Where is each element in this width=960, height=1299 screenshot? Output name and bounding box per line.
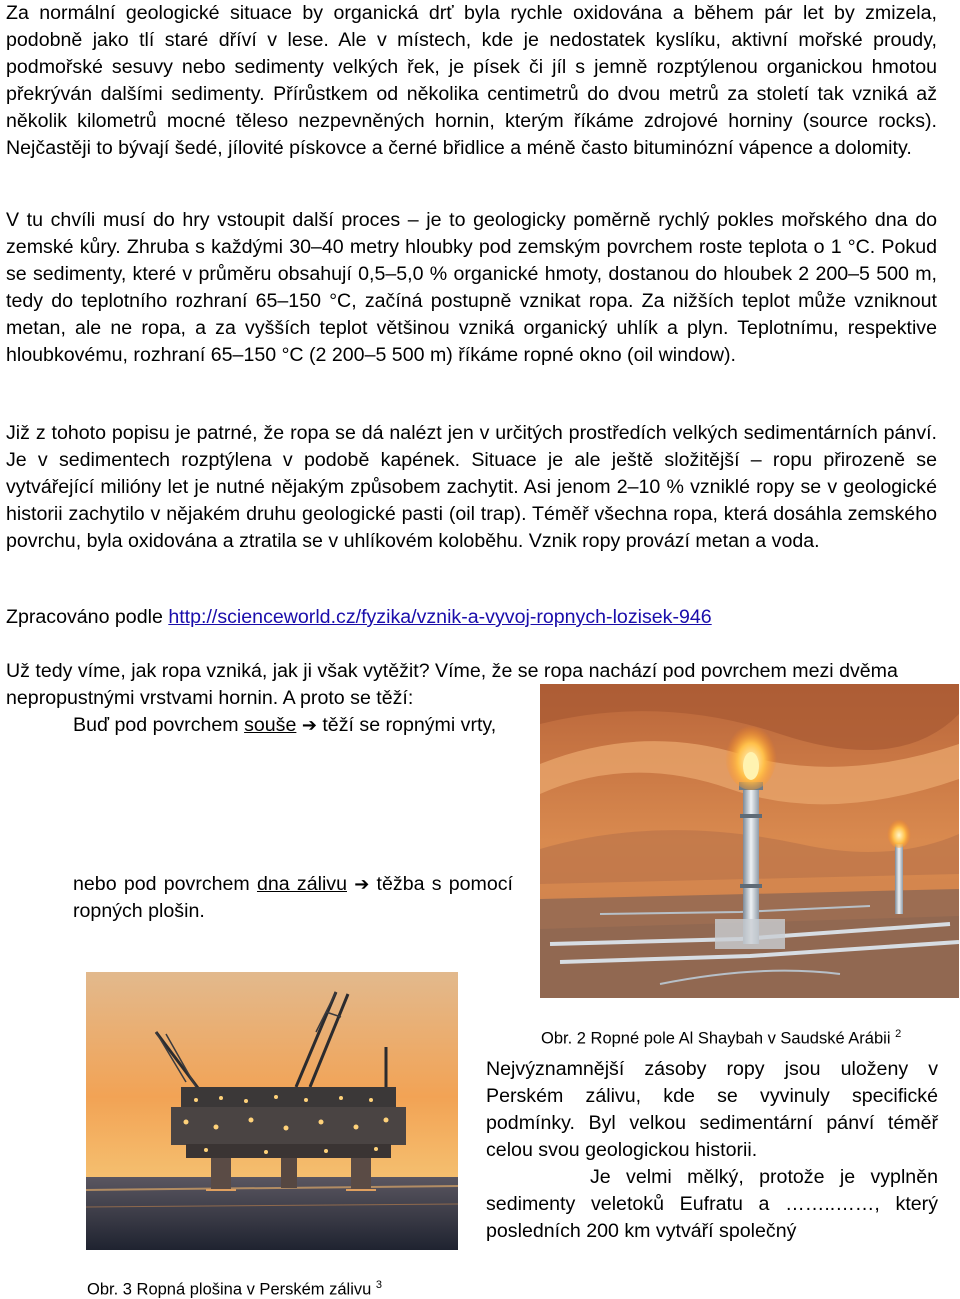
land-text-post: těží se ropnými vrty, (317, 714, 496, 736)
figure-3-ref: 3 (376, 1279, 382, 1291)
source-link[interactable]: http://scienceworld.cz/fyzika/vznik-a-vyvoj-ropnych-lozisek-946 (168, 606, 711, 628)
persian-gulf-text-2: Je velmi mělký, protože je vyplněn sedimenty veletoků Eufratu a ……..……, který posledních 200 km vytváří společný (486, 1164, 938, 1245)
oil-platform-photo (86, 972, 458, 1250)
oil-platform-illustration (86, 972, 458, 1250)
land-text-pre: Buď pod povrchem (73, 714, 244, 736)
figure-2-caption (541, 1024, 901, 1049)
arrow-icon: ➔ (302, 715, 317, 735)
oil-field-photo (540, 684, 959, 998)
figure-2-ref: 2 (895, 1028, 901, 1040)
persian-gulf-text-1: Nejvýznamnější zásoby ropy jsou uloženy v Perském zálivu, kde se vyvinuly specifické podmínky. Byl velkou sedimentární pánví téměř celou svou geologickou historii. (486, 1056, 938, 1164)
sea-text-pre: nebo pod povrchem (73, 873, 257, 895)
sea-text-post: těžba s pomocí ropných plošin. (73, 873, 513, 922)
figure-3-caption-text: Obr. 3 Ropná plošina v Perském zálivu (87, 1280, 371, 1298)
source-prefix: Zpracováno podle (6, 606, 168, 628)
source-line (6, 604, 937, 631)
figure-2-caption-text: Obr. 2 Ropné pole Al Shaybah v Saudské Arábii (541, 1029, 890, 1047)
arrow-icon: ➔ (354, 874, 369, 894)
figure-3-caption (87, 1275, 382, 1299)
paragraph-organic-matter: Za normální geologické situace by organická drť byla rychle oxidována a během pár let by zmizela, podobně jako tlí staré dříví v lese. Ale v místech, kde je nedostatek kyslíku, aktivní mořské proudy, podmořské sesuvy nebo sedimenty velkých řek, je písek či jíl s jemně rozptýlenou organickou hmotou překrýván dalšími sedimenty. Přírůstkem od několika centimetrů do dvou metrů za století tak vzniká až několik kilometrů mocné těleso nezpevněných hornin, kterým říkáme zdrojové horniny (source rocks). Nejčastěji to bývají šedé, jílovité pískovce a černé břidlice a méně často bituminózní vápence a dolomity. (6, 0, 937, 162)
sea-term: dna zálivu (257, 873, 347, 895)
sea-extraction (73, 871, 513, 925)
land-term: souše (244, 714, 296, 736)
paragraph-temperature: V tu chvíli musí do hry vstoupit další proces – je to geologicky poměrně rychlý pokles mořského dna do zemské kůry. Zhruba s každými 30–40 metry hloubky pod zemským povrchem roste teplota o 1 °C. Pokud se sedimenty, které v průměru obsahují 0,5–5,0 % organické hmoty, dostanou do hloubek 2 200–5 500 m, tedy do teplotního rozhraní 65–150 °C, začíná postupně vznikat ropa. Za nižších teplot může vzniknout metan, ale ne ropa, a za vyšších teplot většinou vzniká organický uhlík a plyn. Teplotnímu, respektive hloubkovému, rozhraní 65–150 °C (2 200–5 500 m) říkáme ropné okno (oil window). (6, 207, 937, 369)
extraction-intro: Už tedy víme, jak ropa vzniká, jak ji však vytěžit? Víme, že se ropa nachází pod povrchem mezi dvěma nepropustnými vrstvami hornin. A proto se těží: (6, 658, 941, 712)
paragraph-oil-trap: Již z tohoto popisu je patrné, že ropa se dá nalézt jen v určitých prostředích velkých sedimentárních pánví. Je v sedimentech rozptýlena v podobě kapének. Situace je ale ještě složitější – ropu přirozeně se vytvářející milióny let je nutné nějakým způsobem zachytit. Asi jenom 2–10 % vzniklé ropy se v geologické historii zachytilo v nějakém druhu geologické pasti (oil trap). Téměř všechna ropa, která dosáhla zemského povrchu, byla oxidována a ztratila se v uhlíkovém koloběhu. Vznik ropy provází metan a voda. (6, 420, 937, 555)
land-extraction (73, 712, 513, 739)
oil-field-illustration (540, 684, 959, 998)
